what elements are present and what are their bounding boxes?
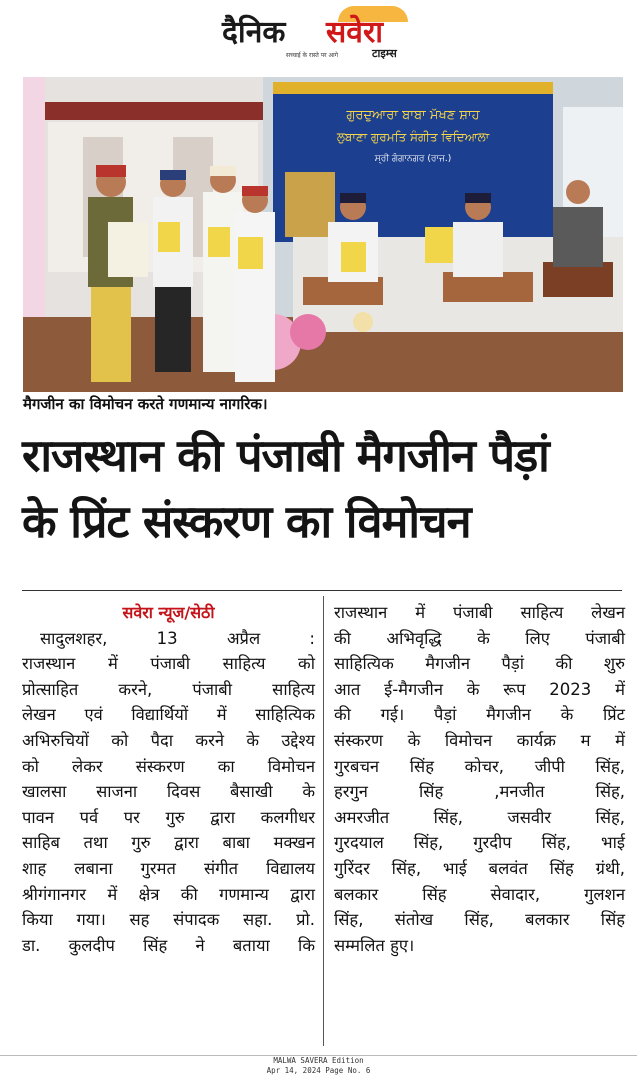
article-line: किया गया। सह संपादक सहा. प्रो.: [22, 910, 315, 930]
article-column-2: [334, 600, 625, 958]
article-line: हरगुन सिंह ,मनजीत सिंह,: [334, 782, 625, 802]
news-photo: [23, 77, 623, 392]
logo-word-savera: सवेरा: [326, 15, 383, 50]
article-line: गुरदयाल सिंह, गुरदीप सिंह, भाई: [334, 833, 625, 853]
logo-word-dainik: दैनिक: [222, 15, 286, 50]
article-line: लेखन एवं विद्यार्थियों में साहित्यिक: [22, 705, 315, 725]
article-column-1: [22, 600, 315, 958]
headline-line-2: के प्रिंट संस्करण का विमोचन: [22, 495, 471, 548]
article-line: साहित्यिक मैगजीन पैड़ां की शुरु: [334, 654, 625, 674]
article-line: आत ई-मैगजीन के रूप 2023 में: [334, 679, 625, 699]
article-line: की गई। पैड़ां मैगजीन के प्रिंट: [334, 705, 625, 725]
photo-caption: मैगजीन का विमोचन करते गणमान्य नागरिक।: [23, 395, 268, 413]
article-line: संस्करण के विमोचन कार्यक्र म में: [334, 730, 625, 750]
logo-tagline: सच्चाई के रास्ते पर आगे: [286, 52, 338, 59]
article-line: बलकार सिंह सेवादार, गुलशन: [334, 884, 625, 904]
article-line: प्रोत्साहित करने, पंजाबी साहित्य: [22, 679, 315, 699]
banner-text-line3: ਸ੍ਰੀ ਗੰਗਾਨਗਰ (ਰਾਜ.): [374, 154, 452, 164]
article-line: सिंह, संतोख सिंह, बलकार सिंह: [334, 910, 625, 930]
article-line: सम्मलित हुए।: [334, 935, 415, 955]
article-line: राजस्थान में पंजाबी साहित्य को: [22, 654, 315, 674]
logo-word-times: टाइम्स: [372, 47, 397, 60]
article-line: डा. कुलदीप सिंह ने बताया कि: [22, 935, 315, 955]
article-line: गुरबचन सिंह कोचर, जीपी सिंह,: [334, 756, 625, 776]
article-line: को लेकर संस्करण का विमोचन: [22, 756, 315, 776]
column-divider: [323, 596, 324, 1046]
article-line: साहिब तथा गुरु द्वारा बाबा मक्खन: [22, 833, 315, 853]
news-photo-illustration: [23, 77, 623, 392]
footer-edition: MALWA SAVERA Edition: [273, 1056, 364, 1065]
headline-line-1: राजस्थान की पंजाबी मैगजीन पैड़ां: [22, 429, 549, 482]
article-line: श्रीगंगानगर में क्षेत्र की गणमान्य द्वारा: [22, 884, 315, 904]
headline-divider: [22, 590, 622, 591]
article-line: गुरिंदर सिंह, भाई बलवंत सिंह ग्रंथी,: [334, 858, 625, 878]
masthead: [0, 0, 637, 72]
banner-text-line1: ਗੁਰਦੁਆਰਾ ਬਾਬਾ ਮੱਖਣ ਸ਼ਾਹ: [346, 108, 480, 123]
banner-text-line2: ਲੁਬਾਣਾ ਗੁਰਮਤਿ ਸੰਗੀਤ ਵਿਦਿਆਲਾ: [336, 130, 490, 144]
article-line: पावन पर्व पर गुरु द्वारा कलगीधर: [22, 807, 315, 827]
article-line: शाह लबाना गुरमत संगीत विद्यालय: [22, 858, 315, 878]
article-line: की अभिवृद्धि के लिए पंजाबी: [334, 628, 625, 648]
page-footer: [0, 1056, 637, 1076]
newspaper-logo: [222, 8, 422, 66]
article-line: अमरजीत सिंह, जसवीर सिंह,: [334, 807, 625, 827]
article-line: राजस्थान में पंजाबी साहित्य लेखन: [334, 603, 625, 622]
article-line: सादुलशहर, 13 अप्रैल :: [40, 628, 315, 648]
byline: सवेरा न्यूज/सेठी: [122, 603, 215, 622]
headline: [22, 423, 622, 555]
footer-date-page: Apr 14, 2024 Page No. 6: [266, 1066, 371, 1075]
article-line: खालसा साजना दिवस बैसाखी के: [22, 782, 315, 802]
article-line: अभिरुचियों को पैदा करने के उद्देश्य: [22, 730, 315, 750]
